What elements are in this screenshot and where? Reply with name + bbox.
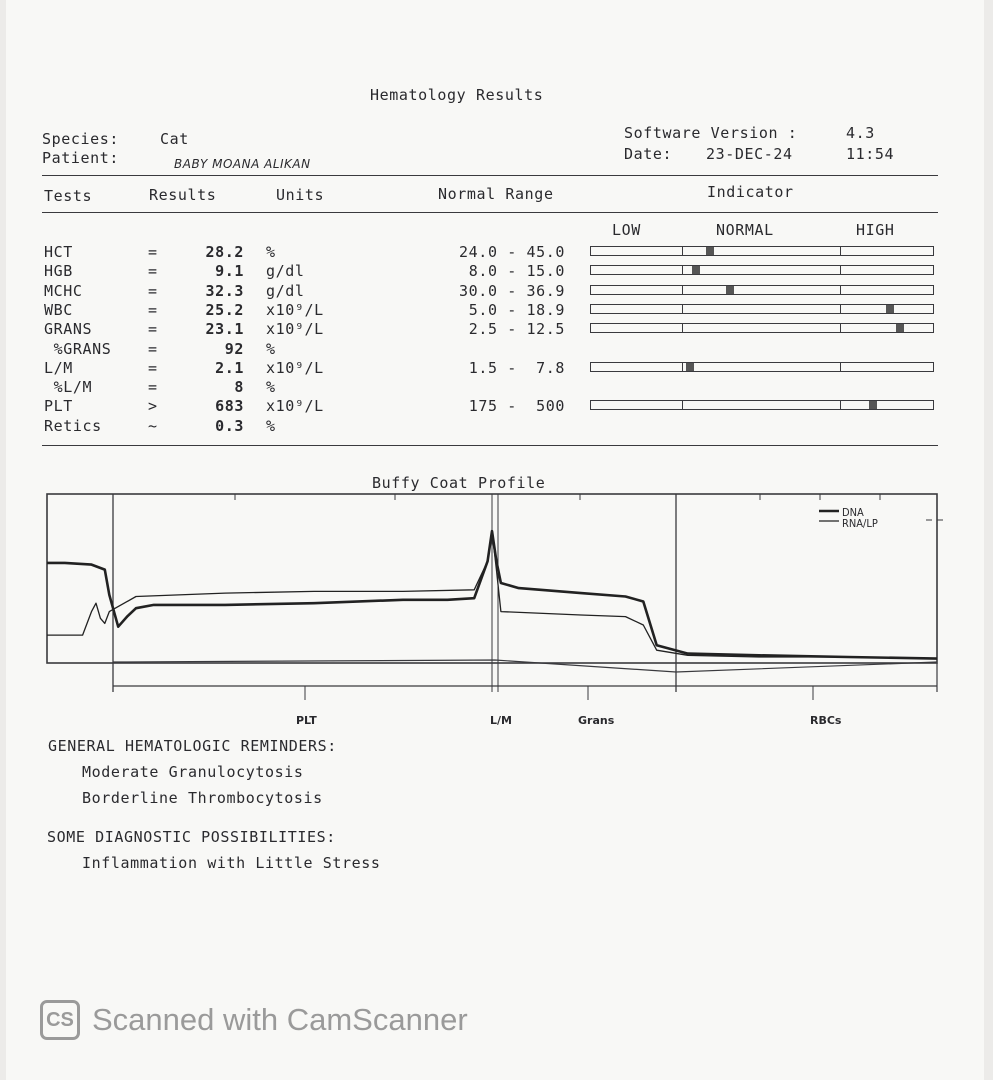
result-unit: x10⁹/L [266,301,324,319]
result-unit: x10⁹/L [266,397,324,415]
species-value: Cat [160,130,189,148]
buffy-coat-title: Buffy Coat Profile [372,474,546,492]
patient-name-handwritten: BABY MOANA ALIKAN [174,157,311,171]
result-operator: ~ [148,417,158,435]
reminders-heading: GENERAL HEMATOLOGIC REMINDERS: [48,737,337,755]
result-value: 23.1 [205,320,244,338]
col-normal-range: Normal Range [438,185,554,203]
result-operator: = [148,262,158,280]
region-label-rbcs: RBCs [810,714,842,727]
test-name: %L/M [44,378,93,396]
test-name: GRANS [44,320,93,338]
legend-rna-label: RNA/LP [842,517,878,530]
normal-range: 24.0 - 45.0 [459,243,565,261]
time-value: 11:54 [846,145,895,163]
indicator-low-label: LOW [612,221,641,239]
result-value: 683 [215,397,244,415]
result-unit: % [266,340,276,358]
normal-range: 5.0 - 18.9 [468,301,565,319]
normal-range: 1.5 - 7.8 [468,359,565,377]
result-operator: = [148,320,158,338]
test-name: HCT [44,243,73,261]
test-name: WBC [44,301,73,319]
indicator-normal-label: NORMAL [716,221,774,239]
test-name: HGB [44,262,73,280]
reminder-item: Borderline Thrombocytosis [82,789,323,807]
result-unit: x10⁹/L [266,320,324,338]
reminder-item: Moderate Granulocytosis [82,763,304,781]
result-operator: = [148,378,158,396]
patient-label: Patient: [42,149,120,167]
result-operator: = [148,282,158,300]
camscanner-logo-icon: CS [40,1000,80,1040]
date-label: Date: [624,145,673,163]
result-unit: % [266,243,276,261]
test-name: Retics [44,417,102,435]
species-label: Species: [42,130,120,148]
region-label-grans: Grans [578,714,615,727]
result-value: 32.3 [205,282,244,300]
normal-range: 175 - 500 [468,397,565,415]
test-name: PLT [44,397,73,415]
software-version-label: Software Version : [624,124,798,142]
result-operator: > [148,397,158,415]
normal-range: 8.0 - 15.0 [468,262,565,280]
diagnostic-item: Inflammation with Little Stress [82,854,381,872]
result-value: 92 [224,340,244,358]
test-name: MCHC [44,282,83,300]
report-title: Hematology Results [370,86,544,104]
result-unit: x10⁹/L [266,359,324,377]
test-name: L/M [44,359,73,377]
result-unit: % [266,417,276,435]
result-value: 9.1 [215,262,244,280]
legend-dna-label: DNA [842,506,864,519]
result-operator: = [148,301,158,319]
result-value: 28.2 [205,243,244,261]
result-operator: = [148,243,158,261]
result-value: 25.2 [205,301,244,319]
software-version-value: 4.3 [846,124,875,142]
date-value: 23-DEC-24 [706,145,793,163]
normal-range: 30.0 - 36.9 [459,282,565,300]
diagnostics-heading: SOME DIAGNOSTIC POSSIBILITIES: [47,828,336,846]
result-value: 8 [234,378,244,396]
indicator-high-label: HIGH [856,221,895,239]
result-operator: = [148,359,158,377]
region-label-lm: L/M [490,714,512,727]
col-units: Units [276,186,325,204]
result-value: 0.3 [215,417,244,435]
camscanner-watermark [40,1000,468,1040]
region-label-plt: PLT [296,714,317,727]
col-indicator: Indicator [707,183,794,201]
result-unit: g/dl [266,262,305,280]
test-name: %GRANS [44,340,112,358]
result-value: 2.1 [215,359,244,377]
col-results: Results [149,186,217,204]
result-unit: % [266,378,276,396]
normal-range: 2.5 - 12.5 [468,320,565,338]
watermark-text: Scanned with CamScanner [92,1002,468,1037]
col-tests: Tests [44,187,93,205]
result-operator: = [148,340,158,358]
baseline-trace [113,660,937,672]
result-unit: g/dl [266,282,305,300]
